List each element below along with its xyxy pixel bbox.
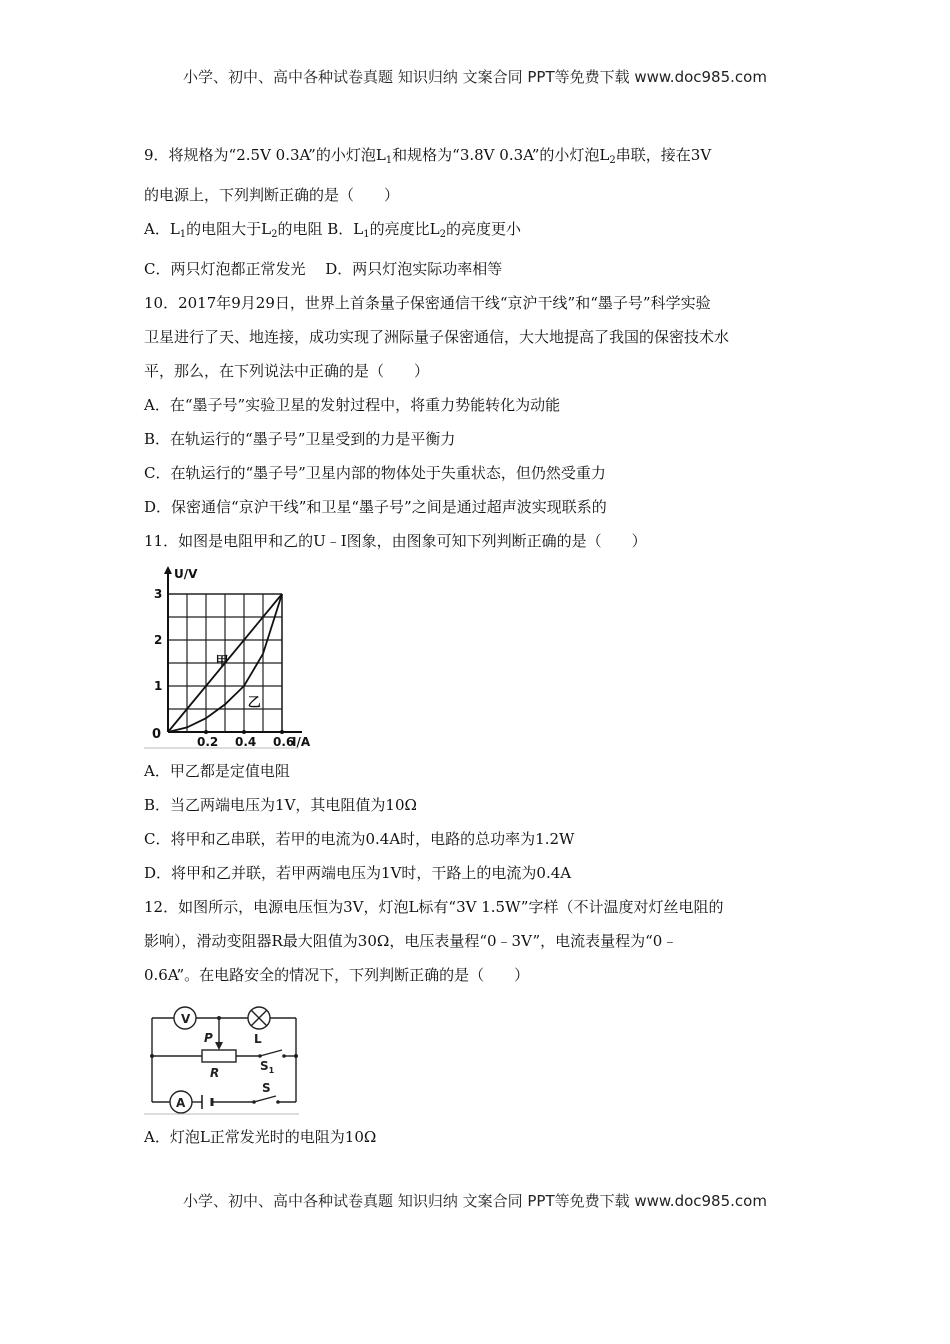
slider-label: P	[204, 1031, 213, 1045]
switch-s1-blade	[260, 1050, 282, 1056]
page-footer: 小学、初中、高中各种试卷真题 知识归纳 文案合同 PPT等免费下载 www.doc985.com	[183, 1192, 767, 1210]
x-tick-mark	[280, 730, 284, 734]
ammeter-label: A	[176, 1096, 186, 1110]
q11-option-b: B．当乙两端电压为1V，其电阻值为10Ω	[144, 796, 417, 814]
q11-option-d: D．将甲和乙并联，若甲两端电压为1V时，干路上的电流为0.4A	[144, 864, 572, 882]
q12-stem-line-2: 影响），滑动变阻器R最大阻值为30Ω，电压表量程“0﹣3V”，电流表量程为“0﹣	[144, 932, 678, 950]
q10-option-a: A．在“墨子号”实验卫星的发射过程中，将重力势能转化为动能	[144, 396, 561, 414]
series-label-甲: 甲	[215, 654, 229, 670]
x-tick-label: 0.6	[273, 735, 295, 749]
junction-dot	[150, 1054, 154, 1058]
q12-stem-line-1: 12．如图所示，电源电压恒为3V，灯泡L标有“3V 1.5W”字样（不计温度对灯丝电阻的	[144, 898, 724, 916]
q11-option-a: A．甲乙都是定值电阻	[144, 762, 290, 780]
x-tick-label: 0.2	[197, 735, 219, 749]
switch-s-label: S	[262, 1081, 271, 1095]
q9-stem-line-2: 的电源上，下列判断正确的是（ ）	[144, 186, 400, 204]
switch-contact	[282, 1054, 286, 1058]
q10-option-c: C．在轨运行的“墨子号”卫星内部的物体处于失重状态，但仍然受重力	[144, 464, 606, 482]
q10-option-d: D．保密通信“京沪干线”和卫星“墨子号”之间是通过超声波实现联系的	[144, 498, 607, 516]
slider-arrow	[215, 1042, 223, 1050]
q11-option-c: C．将甲和乙串联，若甲的电流为0.4A时，电路的总功率为1.2W	[144, 830, 575, 848]
rheostat-label: R	[210, 1066, 220, 1080]
y-tick-label: 3	[154, 587, 163, 601]
circuit-diagram	[144, 998, 304, 1116]
junction-dot	[217, 1016, 221, 1020]
ui-graph	[144, 564, 334, 750]
x-tick-mark	[204, 730, 208, 734]
x-tick-label: 0.4	[235, 735, 257, 749]
x-tick-mark	[242, 730, 246, 734]
page-header: 小学、初中、高中各种试卷真题 知识归纳 文案合同 PPT等免费下载 www.doc985.com	[183, 68, 767, 86]
switch-contact	[258, 1054, 262, 1058]
y-axis-label: U/V	[174, 567, 198, 581]
question-content	[144, 138, 814, 1154]
y-tick-label: 2	[154, 633, 163, 647]
switch-s1-label: $S_1$	[260, 1059, 275, 1075]
q11-stem: 11．如图是电阻甲和乙的U﹣I图象，由图象可知下列判断正确的是（ ）	[144, 532, 647, 550]
rheostat-symbol	[202, 1050, 236, 1062]
series-label-乙: 乙	[247, 695, 261, 711]
q9-options-ab: A．$L_1$的电阻大于$L_2$的电阻 B．$L_1$的亮度比$L_2$的亮度更小	[144, 220, 522, 240]
y-axis-arrow	[164, 566, 172, 574]
q10-stem-line-3: 平，那么，在下列说法中正确的是（ ）	[144, 362, 430, 380]
voltmeter-label: V	[181, 1012, 191, 1026]
q10-option-b: B．在轨运行的“墨子号”卫星受到的力是平衡力	[144, 430, 456, 448]
switch-contact	[252, 1100, 256, 1104]
junction-dot	[294, 1054, 298, 1058]
q9-options-cd: C．两只灯泡都正常发光 D．两只灯泡实际功率相等	[144, 260, 503, 278]
lamp-label: L	[254, 1032, 262, 1046]
switch-s-blade	[254, 1096, 276, 1102]
origin-label: 0	[152, 727, 162, 742]
y-tick-label: 1	[154, 679, 163, 693]
q10-stem-line-1: 10．2017年9月29日，世界上首条量子保密通信干线“京沪干线”和“墨子号”科学实验	[144, 294, 711, 312]
q12-option-a: A．灯泡L正常发光时的电阻为10Ω	[144, 1128, 377, 1146]
q10-stem-line-2: 卫星进行了天、地连接，成功实现了洲际量子保密通信，大大地提高了我国的保密技术水	[144, 328, 730, 346]
q9-stem-line-1: 9．将规格为“2.5V 0.3A”的小灯泡$L_1$和规格为“3.8V 0.3A”的小灯泡$L_2$串联，接在3V	[144, 146, 712, 166]
q12-stem-line-3: 0.6A”。在电路安全的情况下，下列判断正确的是（ ）	[144, 966, 530, 984]
x-axis-label: I/A	[292, 735, 311, 749]
switch-contact	[276, 1100, 280, 1104]
